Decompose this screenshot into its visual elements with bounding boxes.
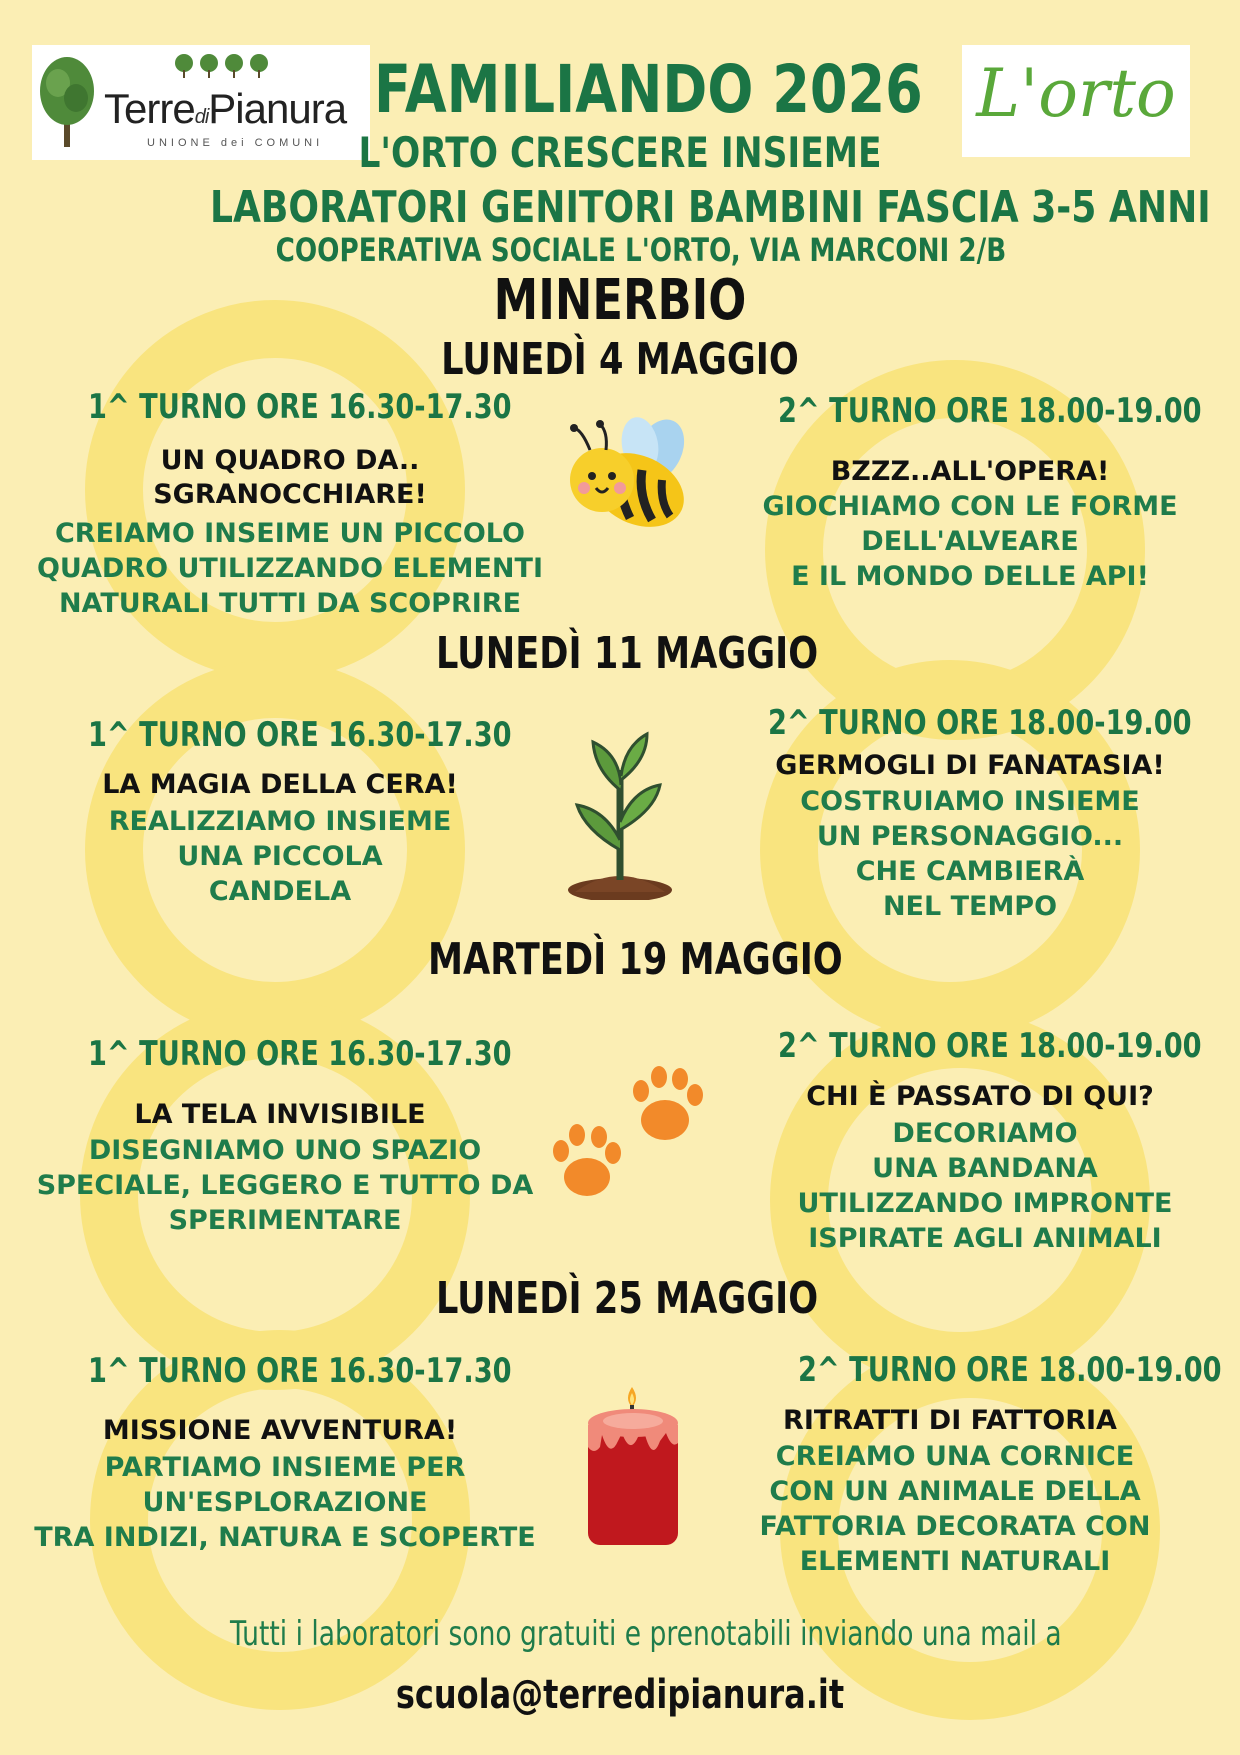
turn1-time: 1^ TURNO ORE 16.30-17.30: [88, 715, 512, 755]
small-trees-icon: [172, 53, 272, 79]
turn1-activity-title: LA TELA INVISIBILE: [134, 1099, 426, 1130]
turn2-activity-title: RITRATTI DI FATTORIA: [783, 1405, 1117, 1436]
turn1-time: 1^ TURNO ORE 16.30-17.30: [88, 1034, 512, 1074]
turn1-activity-description: CREIAMO INSEIME UN PICCOLO QUADRO UTILIZZANDO ELEMENTI NATURALI TUTTI DA SCOPRIRE: [36, 518, 543, 619]
turn1-activity-description: DISEGNIAMO UNO SPAZIO SPECIALE, LEGGERO E TUTTO DA SPERIMENTARE: [36, 1135, 534, 1236]
turn1-time: 1^ TURNO ORE 16.30-17.30: [88, 387, 512, 427]
turn2-activity-description: GIOCHIAMO CON LE FORME DELL'ALVEARE E IL MONDO DELLE API!: [762, 491, 1178, 592]
sprout-icon: [565, 730, 675, 900]
logo-wordmark: [104, 85, 346, 133]
day-date: LUNEDÌ 4 MAGGIO: [441, 334, 799, 385]
turn1-activity-title: LA MAGIA DELLA CERA!: [102, 769, 458, 800]
lorto-wordmark: L'orto: [976, 55, 1176, 132]
tree-icon: [36, 53, 98, 153]
candle-icon: [580, 1385, 685, 1555]
turn2-time: 2^ TURNO ORE 18.00-19.00: [768, 703, 1192, 743]
booking-note: Tutti i laboratori sono gratuiti e prenotabili inviando una mail a: [230, 1614, 1062, 1654]
contact-email[interactable]: scuola@terredipianura.it: [395, 1672, 845, 1718]
day-date: MARTEDÌ 19 MAGGIO: [428, 934, 843, 985]
logo-word-pianura: Pianura: [208, 85, 347, 132]
page-title: FAMILIANDO 2026: [374, 51, 923, 128]
turn1-activity-description: PARTIAMO INSIEME PER UN'ESPLORAZIONE TRA INDIZI, NATURA E SCOPERTE: [34, 1452, 536, 1553]
venue-address: COOPERATIVA SOCIALE L'ORTO, VIA MARCONI 2/B: [275, 231, 1007, 269]
day-date: LUNEDÌ 11 MAGGIO: [436, 628, 819, 679]
turn1-time: 1^ TURNO ORE 16.30-17.30: [88, 1351, 512, 1391]
turn1-activity-title: MISSIONE AVVENTURA!: [102, 1415, 458, 1446]
lorto-logo: [962, 45, 1190, 157]
logo-subtitle: UNIONE dei COMUNI: [147, 137, 324, 149]
logo-word-di: di: [194, 106, 209, 128]
page-subtitle: L'ORTO CRESCERE INSIEME: [358, 128, 882, 177]
turn2-activity-description: COSTRUIAMO INSIEME UN PERSONAGGIO... CHE CAMBIERÀ NEL TEMPO: [800, 786, 1140, 922]
turn1-activity-description: REALIZZIAMO INSIEME UNA PICCOLA CANDELA: [108, 806, 452, 907]
turn1-activity-title: UN QUADRO DA.. SGRANOCCHIARE!: [153, 445, 427, 510]
turn2-time: 2^ TURNO ORE 18.00-19.00: [778, 391, 1202, 431]
turn2-activity-title: BZZZ..ALL'OPERA!: [830, 456, 1110, 487]
bee-icon: [560, 410, 700, 540]
turn2-activity-description: DECORIAMO UNA BANDANA UTILIZZANDO IMPRONTE ISPIRATE AGLI ANIMALI: [797, 1118, 1173, 1254]
turn2-time: 2^ TURNO ORE 18.00-19.00: [798, 1350, 1222, 1390]
turn2-activity-description: CREIAMO UNA CORNICE CON UN ANIMALE DELLA FATTORIA DECORATA CON ELEMENTI NATURALI: [759, 1441, 1151, 1577]
paw-prints-icon: [545, 1065, 735, 1200]
turn2-time: 2^ TURNO ORE 18.00-19.00: [778, 1026, 1202, 1066]
logo-word-terre: Terre: [104, 85, 195, 132]
location-name: MINERBIO: [493, 268, 747, 333]
day-date: LUNEDÌ 25 MAGGIO: [436, 1273, 819, 1324]
program-description: LABORATORI GENITORI BAMBINI FASCIA 3-5 ANNI: [210, 182, 1211, 233]
turn2-activity-title: GERMOGLI DI FANATASIA!: [775, 750, 1165, 781]
turn2-activity-title: CHI È PASSATO DI QUI?: [806, 1081, 1154, 1112]
